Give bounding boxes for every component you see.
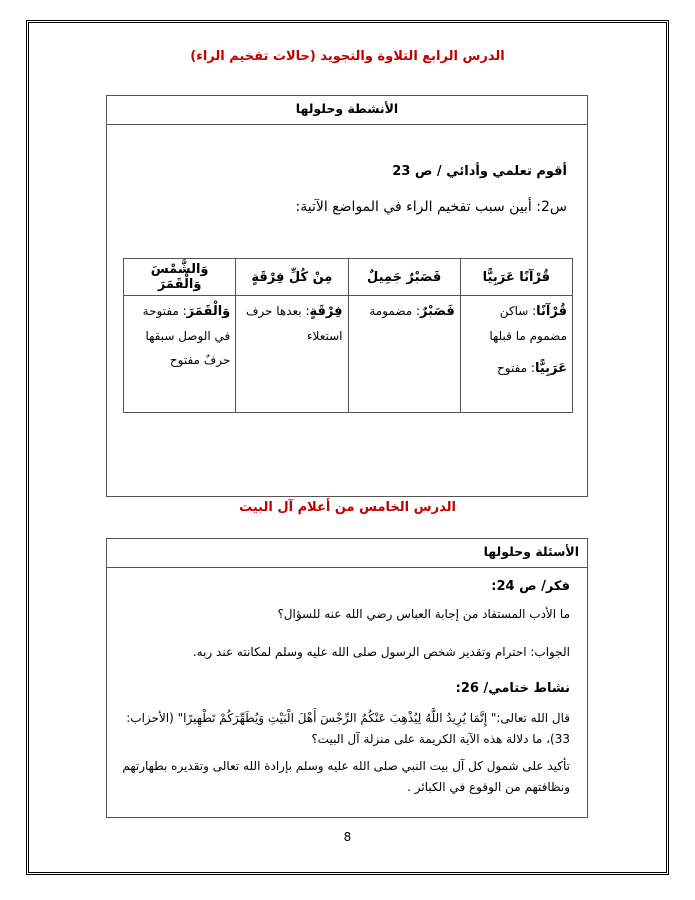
lesson5-content	[106, 566, 588, 818]
table-header-cell: وَالشَّمْسَ وَالْقَمَرَ	[124, 259, 236, 296]
lesson5-box-header: الأسئلة وحلولها	[107, 539, 587, 568]
table-header-row	[124, 259, 573, 296]
cell-keyword: قُرْآنًا	[536, 304, 567, 319]
cell-keyword: عَرَبِيًّا	[534, 361, 567, 376]
cell-text: : ساكن مضموم ما قبلها	[489, 304, 567, 343]
cell-text: : مفتوح	[497, 361, 535, 375]
table-cell	[236, 296, 348, 413]
cell-keyword: فَصَبْرٌ	[420, 304, 455, 319]
table-cell	[460, 296, 572, 413]
cell-text: : مفتوحة في الوصل سبقها حرفٌ مفتوح	[142, 304, 231, 367]
cell-keyword: فِرْقَةٍ	[309, 304, 343, 319]
lesson4-box-header: الأنشطة وحلولها	[107, 96, 587, 125]
learning-assessment-heading: أقوم تعلمي وأدائي / ص 23	[392, 164, 567, 179]
table-row	[124, 296, 573, 413]
final-activity-answer: تأكيد على شمول كل آل بيت النبي صلى الله عليه وسلم بإرادة الله تعالى وتقديره بطهارتهم ونظافتهم من الوقوع في الكبائر .	[122, 759, 570, 794]
table-cell	[124, 296, 236, 413]
cell-text: : بعدها حرف استعلاء	[245, 304, 343, 343]
question-2: س2: أبين سبب تفخيم الراء في المواضع الآتية:	[295, 199, 567, 215]
cell-keyword: وَالْقَمَرَ	[186, 304, 231, 319]
table-header-cell: قُرْآنًا عَرَبِيًّا	[460, 259, 572, 296]
lesson4-title: الدرس الرابع التلاوة والتجويد (حالات تفخيم الراء)	[190, 49, 505, 64]
table-cell	[348, 296, 460, 413]
think-heading: فكر/ ص 24:	[491, 579, 570, 594]
cell-text: : مضمومة	[369, 304, 421, 318]
think-answer: الجواب: احترام وتقدير شخص الرسول صلى الله عليه وسلم لمكانته عند ربه.	[192, 645, 570, 659]
page-number: 8	[343, 830, 352, 844]
think-question: ما الأدب المستفاد من إجابة العباس رضي الله عنه للسؤال؟	[277, 607, 570, 621]
table-header-cell: مِنْ كُلِّ فِرْقَةٍ	[236, 259, 348, 296]
lesson5-title: الدرس الخامس من أعلام آل البيت	[239, 500, 456, 515]
final-activity-heading: نشاط ختامي/ 26:	[455, 681, 570, 696]
tafkhim-table	[123, 258, 573, 413]
table-header-cell: فَصَبْرٌ جَمِيلٌ	[348, 259, 460, 296]
final-activity-question: قال الله تعالى:" إِنَّمَا يُرِيدُ اللَّهُ لِيُذْهِبَ عَنْكُمُ الرِّجْسَ أَهْلَ الْبَيْتِ وَيُطَهِّرَكُمْ تَطْهِيرًا" (الأحزاب: 33)، ما دلالة هذه الآية الكريمة على منزلة آل البيت؟	[126, 711, 570, 746]
